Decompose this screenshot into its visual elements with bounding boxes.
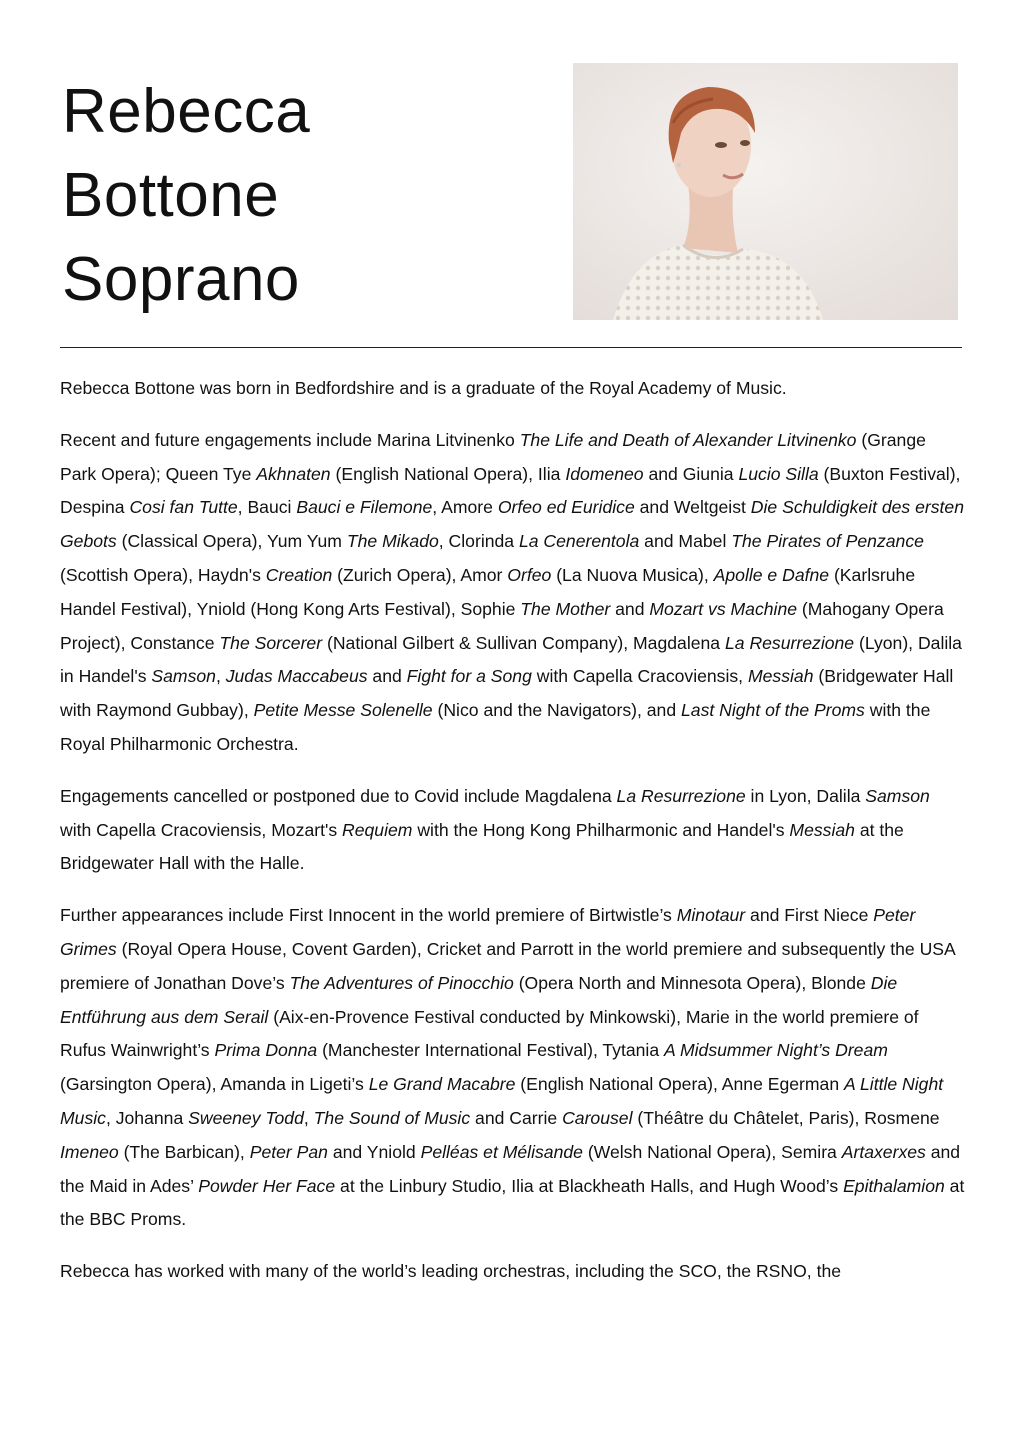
work-title: Prima Donna — [214, 1040, 318, 1061]
work-title: Die Entführung aus dem Serail — [60, 972, 898, 1027]
work-title: Apolle e Dafne — [713, 564, 830, 585]
text-run: (Manchester International Festival), Tytania — [317, 1040, 665, 1061]
work-title: The Sorcerer — [219, 632, 323, 653]
work-title: Fight for a Song — [406, 666, 532, 687]
text-run: (The Barbican), — [118, 1141, 250, 1162]
text-run: Further appearances include First Innocent in the world premiere of Birtwistle’s — [60, 905, 677, 926]
text-run: at the Bridgewater Hall with the Halle. — [60, 819, 904, 874]
text-run: , Johanna — [105, 1107, 189, 1128]
text-run: (Théâtre du Châtelet, Paris), Rosmene — [632, 1107, 940, 1128]
work-title: Epithalamion — [843, 1175, 945, 1196]
work-title: The Mikado — [346, 531, 439, 552]
work-title: The Mother — [520, 598, 611, 619]
text-run: (Royal Opera House, Covent Garden), Cricket and Parrott in the world premiere and subsequently the USA premiere of Jonathan Dove’s — [60, 938, 955, 993]
text-run: at the BBC Proms. — [60, 1175, 965, 1230]
title-name-last: Bottone — [62, 161, 280, 230]
work-title: Last Night of the Proms — [681, 700, 865, 721]
work-title: Samson — [865, 785, 930, 806]
text-run: (Mahogany Opera Project), Constance — [60, 598, 944, 653]
text-run: with the Hong Kong Philharmonic and Handel's — [412, 819, 790, 840]
page-title — [62, 70, 310, 322]
title-voice-type: Soprano — [62, 245, 300, 314]
text-run: and — [610, 598, 650, 619]
work-title: La Cenerentola — [518, 531, 640, 552]
work-title: Bauci e Filemone — [296, 497, 433, 518]
text-run: (Nico and the Navigators), and — [432, 700, 682, 721]
bio-paragraph-3 — [60, 780, 965, 881]
work-title: The Adventures of Pinocchio — [289, 972, 514, 993]
text-run: , Clorinda — [438, 531, 519, 552]
text-run: (Scottish Opera), Haydn's — [60, 564, 266, 585]
work-title: The Pirates of Penzance — [731, 531, 924, 552]
text-run: (Grange Park Opera); Queen Tye — [60, 429, 926, 484]
text-run: (English National Opera), Anne Egerman — [515, 1074, 845, 1095]
text-run: , Bauci — [237, 497, 297, 518]
work-title: Pelléas et Mélisande — [420, 1141, 583, 1162]
work-title: Cosi fan Tutte — [129, 497, 238, 518]
text-run: with the Royal Philharmonic Orchestra. — [60, 700, 931, 754]
work-title: Sweeney Todd — [188, 1107, 304, 1128]
text-run: (English National Opera), Ilia — [330, 463, 566, 484]
work-title: Creation — [265, 564, 333, 585]
work-title: Peter Grimes — [60, 905, 916, 959]
text-run: (Karlsruhe Handel Festival), Yniold (Hong Kong Arts Festival), Sophie — [60, 564, 916, 619]
text-run: (Garsington Opera), Amanda in Ligeti’s — [60, 1074, 369, 1095]
text-run: , Amore — [432, 497, 498, 518]
work-title: Petite Messe Solenelle — [253, 700, 433, 721]
work-title: The Sound of Music — [313, 1107, 471, 1128]
work-title: Idomeneo — [565, 463, 644, 484]
work-title: Judas Maccabeus — [225, 666, 368, 687]
text-run: (Lyon), Dalila in Handel's — [60, 632, 962, 687]
text-run: (Aix-en-Provence Festival conducted by Minkowski), Marie in the world premiere of Rufus Wainwright’s — [60, 1006, 919, 1061]
work-title: Messiah — [747, 666, 814, 687]
work-title: Imeneo — [60, 1141, 119, 1162]
work-title: A Midsummer Night’s Dream — [664, 1040, 888, 1061]
text-run: , — [303, 1107, 314, 1128]
bio-paragraph-2 — [60, 424, 965, 762]
text-run: (Welsh National Opera), Semira — [582, 1141, 842, 1162]
work-title: Orfeo ed Euridice — [497, 497, 635, 518]
biography — [60, 372, 965, 1307]
work-title: Minotaur — [676, 905, 746, 926]
header-divider — [60, 347, 962, 348]
bio-paragraph-5: Rebecca has worked with many of the world’s leading orchestras, including the SCO, the RSNO, the — [60, 1261, 842, 1282]
work-title: La Resurrezione — [724, 632, 855, 653]
text-run: with Capella Cracoviensis, — [531, 666, 748, 687]
work-title: Messiah — [789, 819, 855, 840]
text-run: (Buxton Festival), Despina — [60, 463, 961, 518]
text-run: and the Maid in Ades’ — [60, 1141, 961, 1196]
bio-paragraph-4 — [60, 899, 965, 1237]
text-run: (Classical Opera), Yum Yum — [116, 531, 347, 552]
text-run: in Lyon, Dalila — [745, 785, 866, 806]
text-run: and Mabel — [639, 531, 732, 552]
work-title: Mozart vs Machine — [649, 598, 798, 619]
portrait-illustration — [573, 63, 958, 320]
work-title: Akhnaten — [256, 463, 331, 484]
work-title: Le Grand Macabre — [368, 1074, 516, 1095]
text-run: at the Linbury Studio, Ilia at Blackheath Halls, and Hugh Wood’s — [335, 1175, 844, 1196]
text-run: Recent and future engagements include Marina Litvinenko — [60, 429, 520, 450]
bio-paragraph-1: Rebecca Bottone was born in Bedfordshire and is a graduate of the Royal Academy of Music. — [60, 378, 787, 398]
text-run: and — [367, 666, 407, 687]
text-run: (Zurich Opera), Amor — [332, 564, 508, 585]
text-run: and Giunia — [643, 463, 739, 484]
work-title: Powder Her Face — [198, 1175, 336, 1196]
portrait-photo — [573, 63, 958, 320]
text-run: Engagements cancelled or postponed due to Covid include Magdalena — [60, 785, 617, 806]
text-run: (National Gilbert & Sullivan Company), Magdalena — [322, 632, 725, 653]
text-run: and Weltgeist — [634, 497, 751, 518]
work-title: Carousel — [562, 1107, 633, 1128]
work-title: Orfeo — [507, 564, 552, 585]
text-run: (La Nuova Musica), — [551, 564, 714, 585]
title-name-first: Rebecca — [62, 77, 311, 146]
text-run: (Bridgewater Hall with Raymond Gubbay), — [60, 666, 954, 721]
text-run: and First Niece — [745, 905, 874, 926]
text-run: with Capella Cracoviensis, Mozart's — [60, 819, 343, 840]
work-title: La Resurrezione — [616, 785, 746, 806]
work-title: Die Schuldigkeit des ersten Gebots — [60, 497, 964, 552]
text-run: , — [215, 666, 226, 687]
work-title: Samson — [151, 666, 216, 687]
text-run: (Opera North and Minnesota Opera), Blonde — [513, 972, 871, 993]
text-run: and Yniold — [327, 1141, 421, 1162]
work-title: Artaxerxes — [841, 1141, 926, 1162]
work-title: The Life and Death of Alexander Litvinenko — [519, 429, 857, 450]
text-run: and Carrie — [470, 1107, 563, 1128]
work-title: Peter Pan — [249, 1141, 328, 1162]
work-title: Requiem — [342, 819, 413, 840]
work-title: A Little Night Music — [60, 1074, 944, 1128]
work-title: Lucio Silla — [738, 463, 819, 484]
